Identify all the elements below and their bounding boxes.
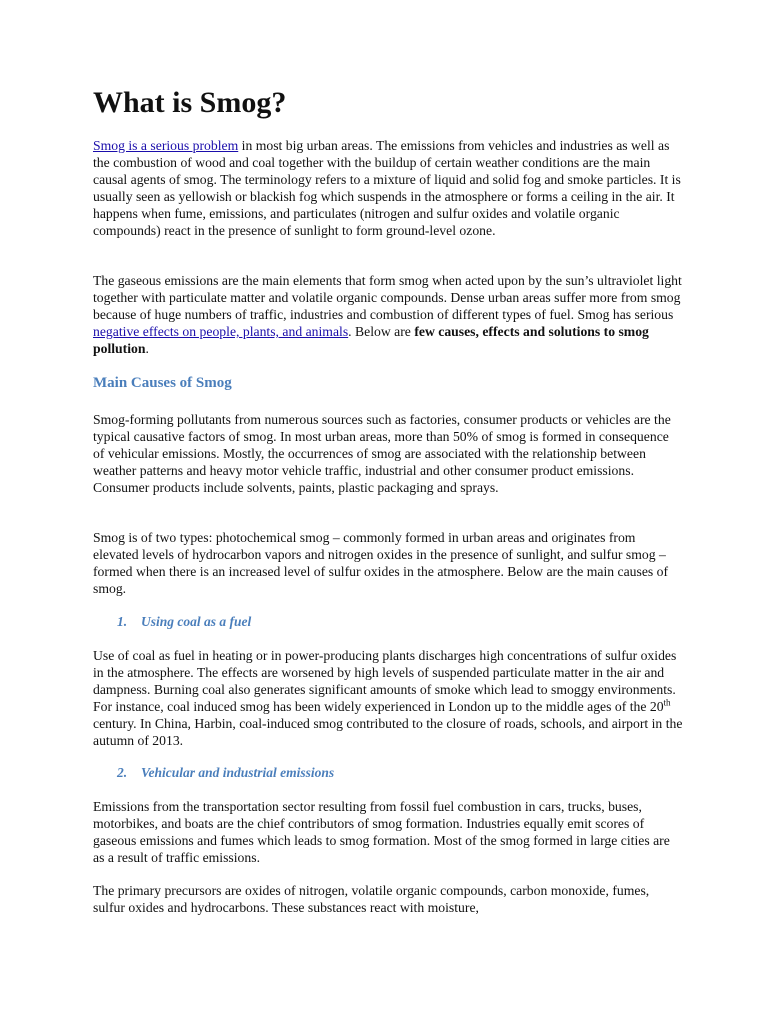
section-heading-main-causes: Main Causes of Smog [93,375,232,391]
causes-paragraph: Smog-forming pollutants from numerous sources such as factories, consumer products or vehicles are the typical causative factors of smog. In most urban areas, more than 50% of smog is formed in consequence of vehicular emissions. Mostly, the occurrences of smog are associated with the relationship between weather patterns and heavy motor vehicle traffic, industrial and other consumer product emissions. Consumer products include solvents, paints, plastic packaging and sprays. [93,412,671,495]
emissions-paragraph-period: . [348,324,352,339]
cause-number: 1. [117,614,128,629]
coal-paragraph-text: Use of coal as fuel in heating or in power-producing plants discharges high concentrations of sulfur oxides in the atmosphere. The effects are worsened by high levels of suspended particulate matter in the air and dampness. Burning coal also generates significant amounts of smoke which lead to smoggy environments. For instance, coal induced smog has been widely experienced in London up to the middle ages of the 20 [93,648,677,714]
precursors-paragraph: The primary precursors are oxides of nitrogen, volatile organic compounds, carbon monoxide, fumes, sulfur oxides and hydrocarbons. These substances react with moisture, [93,883,650,915]
intro-paragraph [93,137,683,239]
cause-title: Vehicular and industrial emissions [141,765,335,780]
cause-heading-emissions [117,764,334,782]
page-title: What is Smog? [93,86,287,119]
coal-paragraph-after: century. In China, Harbin, coal-induced smog contributed to the closure of roads, schools, and airport in the autumn of 2013. [93,716,683,748]
cause-number: 2. [117,765,128,780]
superscript-th: th [663,697,671,708]
emissions-paragraph [93,272,683,357]
intro-paragraph-text: in most big urban areas. The emissions from vehicles and industries as well as the combustion of wood and coal together with the buildup of certain weather conditions are the main causal agents of smog. The terminology refers to a mixture of liquid and solid fog and smoke particles. It is usually seen as yellowish or blackish fog which suspends in the atmosphere or forms a ceiling in the air. It happens when fume, emissions, and particulates (nitrogen and sulfur oxides and volatile organic compounds) react in the presence of sunlight to form ground-level ozone. [93,138,681,238]
smog-types-paragraph: Smog is of two types: photochemical smog – commonly formed in urban areas and originates from elevated levels of hydrocarbon vapors and nitrogen oxides in the presence of sunlight, and sulfur smog – formed when there is an increased level of sulfur oxides in the atmosphere. Below are the main causes of smog. [93,530,669,596]
emissions-paragraph-end: . [145,341,149,356]
negative-effects-link[interactable]: negative effects on people, plants, and animals [93,324,349,339]
cause-title: Using coal as a fuel [141,614,252,629]
coal-paragraph [93,647,683,749]
serious-problem-link[interactable]: Smog is a serious problem [93,138,239,153]
emissions-paragraph-bold: few causes, effects and solutions to smog pollution [93,324,649,356]
transport-paragraph: Emissions from the transportation sector resulting from fossil fuel combustion in cars, trucks, buses, motorbikes, and boats are the chief contributors of smog formation. Industries equally emit scores of gaseous emissions and fumes which leads to smog formation. Most of the smog formed in large cities are as a result of traffic emissions. [93,799,670,865]
emissions-paragraph-text: The gaseous emissions are the main elements that form smog when acted upon by the sun’s ultraviolet light together with particulate matter and volatile organic compounds. Dense urban areas suffer more from smog because of huge numbers of traffic, industries and combustion of different types of fuel. Smog has serious [93,273,682,322]
cause-heading-coal [117,613,251,631]
emissions-paragraph-lead: Below are [351,324,415,339]
